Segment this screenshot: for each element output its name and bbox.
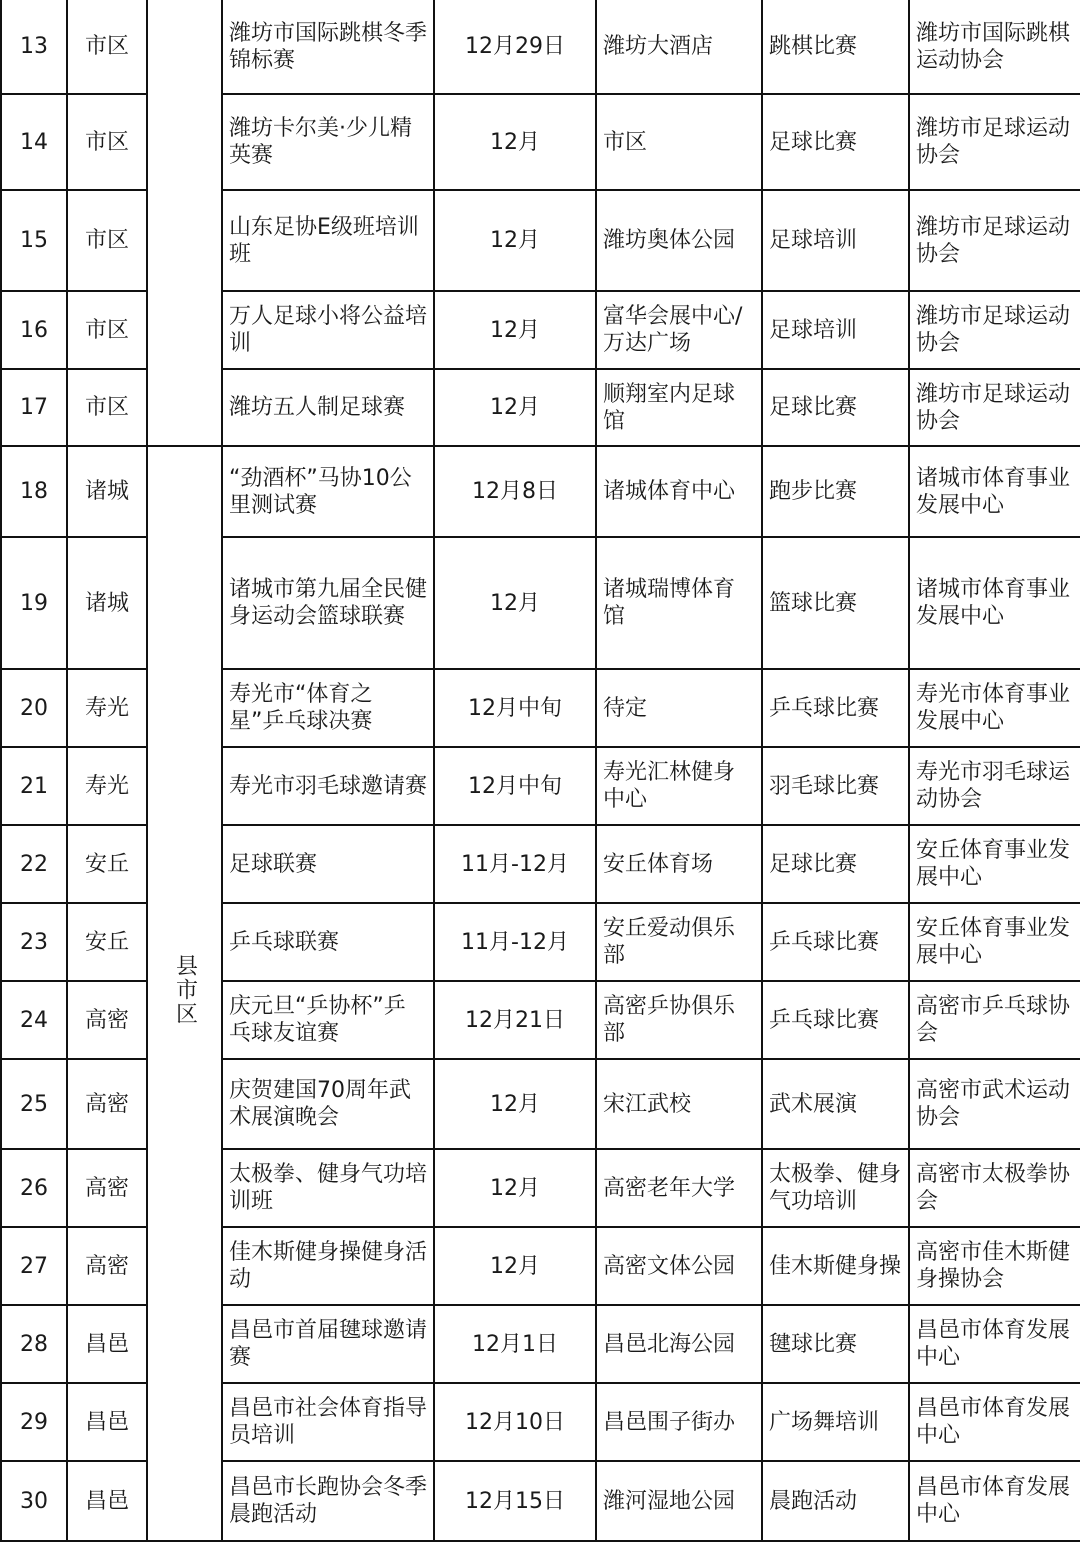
event-name-cell: 潍坊市国际跳棋冬季锦标赛 [222,0,434,94]
event-type-cell: 乒乓球比赛 [762,981,909,1059]
event-type-cell: 佳木斯健身操 [762,1227,909,1305]
area-cell: 市区 [67,190,147,291]
venue-cell: 寿光汇林健身中心 [596,747,762,825]
event-name-cell: 山东足协E级班培训班 [222,190,434,291]
event-date-cell: 12月 [434,94,596,190]
area-cell: 安丘 [67,903,147,981]
event-date-cell: 12月 [434,190,596,291]
venue-cell: 待定 [596,669,762,747]
venue-cell: 潍河湿地公园 [596,1461,762,1541]
venue-cell: 高密文体公园 [596,1227,762,1305]
event-date-cell: 12月中旬 [434,669,596,747]
venue-cell: 市区 [596,94,762,190]
organizer-cell: 潍坊市足球运动协会 [909,94,1080,190]
row-number: 25 [1,1059,67,1149]
organizer-cell: 潍坊市足球运动协会 [909,190,1080,291]
event-name-cell: 佳木斯健身操健身活动 [222,1227,434,1305]
area-cell: 寿光 [67,747,147,825]
event-name-cell: 庆贺建国70周年武术展演晚会 [222,1059,434,1149]
area-cell: 昌邑 [67,1383,147,1461]
event-type-cell: 足球比赛 [762,94,909,190]
event-name-cell: 潍坊五人制足球赛 [222,369,434,446]
event-name-cell: 万人足球小将公益培训 [222,291,434,369]
event-type-cell: 乒乓球比赛 [762,903,909,981]
event-date-cell: 12月15日 [434,1461,596,1541]
event-date-cell: 12月 [434,537,596,669]
area-cell: 寿光 [67,669,147,747]
event-type-cell: 足球比赛 [762,825,909,903]
venue-cell: 潍坊奥体公园 [596,190,762,291]
event-name-cell: “劲酒杯”马协10公里测试赛 [222,446,434,537]
event-name-cell: 昌邑市长跑协会冬季晨跑活动 [222,1461,434,1541]
event-name-cell: 太极拳、健身气功培训班 [222,1149,434,1227]
venue-cell: 安丘爱动俱乐部 [596,903,762,981]
area-cell: 高密 [67,1149,147,1227]
row-number: 20 [1,669,67,747]
event-type-cell: 足球培训 [762,190,909,291]
organizer-cell: 安丘体育事业发展中心 [909,825,1080,903]
row-number: 23 [1,903,67,981]
event-date-cell: 12月 [434,1059,596,1149]
venue-cell: 潍坊大酒店 [596,0,762,94]
row-number: 13 [1,0,67,94]
event-date-cell: 12月 [434,369,596,446]
event-type-cell: 广场舞培训 [762,1383,909,1461]
row-number: 15 [1,190,67,291]
region-group-cell [147,0,222,446]
row-number: 16 [1,291,67,369]
row-number: 14 [1,94,67,190]
area-cell: 市区 [67,0,147,94]
region-group-label: 县市区 [172,954,198,1026]
event-date-cell: 12月 [434,1149,596,1227]
organizer-cell: 昌邑市体育发展中心 [909,1305,1080,1383]
venue-cell: 昌邑围子街办 [596,1383,762,1461]
organizer-cell: 寿光市羽毛球运动协会 [909,747,1080,825]
event-type-cell: 跑步比赛 [762,446,909,537]
event-date-cell: 12月中旬 [434,747,596,825]
event-type-cell: 武术展演 [762,1059,909,1149]
area-cell: 市区 [67,291,147,369]
row-number: 29 [1,1383,67,1461]
event-type-cell: 篮球比赛 [762,537,909,669]
event-name-cell: 昌邑市首届毽球邀请赛 [222,1305,434,1383]
event-date-cell: 12月29日 [434,0,596,94]
organizer-cell: 潍坊市国际跳棋运动协会 [909,0,1080,94]
row-number: 21 [1,747,67,825]
area-cell: 昌邑 [67,1305,147,1383]
table-row [1,446,1080,537]
event-date-cell: 12月 [434,1227,596,1305]
venue-cell: 顺翔室内足球馆 [596,369,762,446]
row-number: 22 [1,825,67,903]
event-date-cell: 11月-12月 [434,903,596,981]
area-cell: 市区 [67,369,147,446]
event-type-cell: 跳棋比赛 [762,0,909,94]
event-name-cell: 诸城市第九届全民健身运动会篮球联赛 [222,537,434,669]
row-number: 26 [1,1149,67,1227]
event-type-cell: 晨跑活动 [762,1461,909,1541]
area-cell: 高密 [67,1227,147,1305]
row-number: 24 [1,981,67,1059]
table-body [1,0,1080,1541]
organizer-cell: 高密市乒乓球协会 [909,981,1080,1059]
venue-cell: 高密老年大学 [596,1149,762,1227]
venue-cell: 昌邑北海公园 [596,1305,762,1383]
event-date-cell: 12月21日 [434,981,596,1059]
area-cell: 诸城 [67,446,147,537]
venue-cell: 富华会展中心/万达广场 [596,291,762,369]
area-cell: 高密 [67,1059,147,1149]
event-name-cell: 庆元旦“乒协杯”乒乓球友谊赛 [222,981,434,1059]
event-type-cell: 羽毛球比赛 [762,747,909,825]
event-date-cell: 12月8日 [434,446,596,537]
event-name-cell: 昌邑市社会体育指导员培训 [222,1383,434,1461]
event-type-cell: 太极拳、健身气功培训 [762,1149,909,1227]
organizer-cell: 寿光市体育事业发展中心 [909,669,1080,747]
venue-cell: 高密乒协俱乐部 [596,981,762,1059]
organizer-cell: 诸城市体育事业发展中心 [909,537,1080,669]
area-cell: 诸城 [67,537,147,669]
organizer-cell: 安丘体育事业发展中心 [909,903,1080,981]
event-type-cell: 毽球比赛 [762,1305,909,1383]
event-type-cell: 足球比赛 [762,369,909,446]
venue-cell: 诸城瑞博体育馆 [596,537,762,669]
area-cell: 市区 [67,94,147,190]
event-name-cell: 寿光市“体育之星”乒乓球决赛 [222,669,434,747]
area-cell: 昌邑 [67,1461,147,1541]
organizer-cell: 高密市武术运动协会 [909,1059,1080,1149]
row-number: 28 [1,1305,67,1383]
organizer-cell: 昌邑市体育发展中心 [909,1461,1080,1541]
organizer-cell: 潍坊市足球运动协会 [909,291,1080,369]
venue-cell: 安丘体育场 [596,825,762,903]
organizer-cell: 高密市佳木斯健身操协会 [909,1227,1080,1305]
area-cell: 安丘 [67,825,147,903]
row-number: 30 [1,1461,67,1541]
event-date-cell: 11月-12月 [434,825,596,903]
organizer-cell: 潍坊市足球运动协会 [909,369,1080,446]
row-number: 19 [1,537,67,669]
event-name-cell: 乒乓球联赛 [222,903,434,981]
event-date-cell: 12月 [434,291,596,369]
event-name-cell: 寿光市羽毛球邀请赛 [222,747,434,825]
row-number: 17 [1,369,67,446]
organizer-cell: 昌邑市体育发展中心 [909,1383,1080,1461]
event-type-cell: 乒乓球比赛 [762,669,909,747]
table-row [1,0,1080,94]
row-number: 27 [1,1227,67,1305]
event-date-cell: 12月10日 [434,1383,596,1461]
event-name-cell: 潍坊卡尔美·少儿精英赛 [222,94,434,190]
area-cell: 高密 [67,981,147,1059]
organizer-cell: 诸城市体育事业发展中心 [909,446,1080,537]
event-date-cell: 12月1日 [434,1305,596,1383]
venue-cell: 诸城体育中心 [596,446,762,537]
event-name-cell: 足球联赛 [222,825,434,903]
event-type-cell: 足球培训 [762,291,909,369]
region-group-cell [147,446,222,1541]
row-number: 18 [1,446,67,537]
organizer-cell: 高密市太极拳协会 [909,1149,1080,1227]
venue-cell: 宋江武校 [596,1059,762,1149]
